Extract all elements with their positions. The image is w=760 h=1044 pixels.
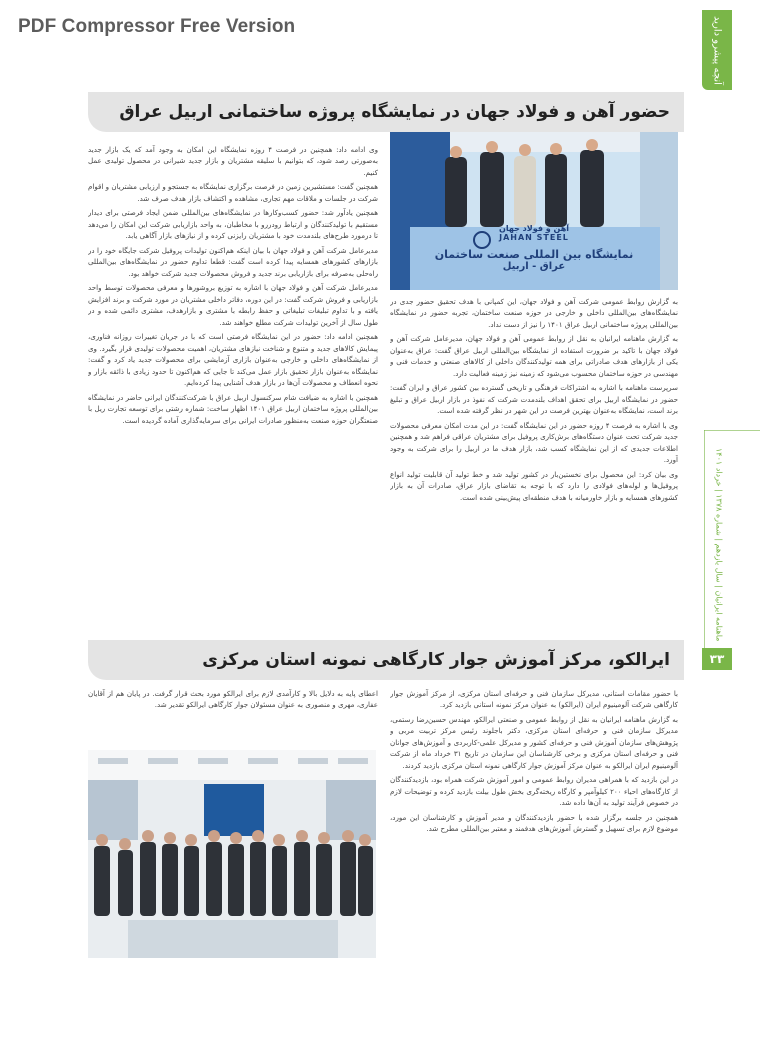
article2-title: ایرالکو، مرکز آموزش جوار کارگاهی نمونه استان مرکزی [202, 650, 670, 670]
article2-left-paragraph: اعطای پایه به دلایل بالا و کارآمدی لازم برای ایرالکو مورد بحث قرار گرفت. در پایان هم از آقایان عفاری، مهری و منصوری به عنوان مسئولان جوار کارگاهی ایرالکو تقدیر شد. [88, 689, 378, 710]
article1-right-paragraph: سرپرست ماهنامه با اشاره به اشتراکات فرهنگی و تاریخی گسترده بین کشور عراق و ایران گفت: حضور در نمایشگاه اربیل برای تحقق اهداف بلندمدت شرکت که نفوذ در بازار اربیل عراق و تبلیغ برند است، نمایشگاه به‌عنوان بهترین فرصت در این شهر در نظر گرفته شده است. [390, 383, 678, 416]
article1-left-paragraph: همچنین یادآور شد: حضور کسب‌وکارها در نمایشگاه‌های بین‌المللی ضمن ایجاد فرصتی برای دیدار مستقیم با تولیدکنندگان و ارتباط رودررو با مخاطبان، به واحد بازاریابی شرکت این امکان را می‌دهد تا درمورد طرح‌های بلندمدت خود با مشتریان رایزنی کرده و از نیازهای بازار آگاهی یابد. [88, 208, 378, 241]
photo-banner-line2: عراق - اربیل [502, 261, 566, 272]
pdf-compressor-watermark: PDF Compressor Free Version [18, 16, 296, 37]
article2-right-paragraph: به گزارش ماهنامه ایرانیان به نقل از روابط عمومی و صنعتی ایرالکو، مهندس حسین‌رضا رستمی، مدیرکل سازمان فنی و حرفه‌ای استان مرکزی، دکتر باجلوند رئیس مرکز تربیت مربی و پژوهش‌های سازمان آموزش فنی و حرفه‌ای کشور و مدیرکل علمی-کاربردی و آموزش‌های جوانان فنی و حرفه‌ای استان مرکزی و برخی کارشناسان این سازمان در تاریخ ۳۱ خرداد ماه از شرکت آلومینیوم ایران ایرالکو به عنوان مرکز آموزش جوار کارگاهی نمونه استان مرکزی بازدید کردند. [390, 714, 678, 770]
article1-column-left [88, 144, 378, 640]
article2-right-paragraph: در این بازدید که با همراهی مدیران روابط عمومی و امور آموزش شرکت همراه بود، بازدیدکنندگان از کارگاه‌های احیاء ۲۰۰ کیلوآمپر و کارگاه ریخته‌گری بخش طول بیلت بازدید کرده و توضیحات لازم در خصوص فرآیند تولید به آن‌ها داده شد. [390, 775, 678, 808]
photo-banner-company: آهن و فولاد جهان [498, 224, 569, 233]
article2-right-paragraph: همچنین در جلسه برگزار شده با حضور بازدیدکنندگان و مدیر آموزش و کارشناسان این مورد، موضوع لازم برای تسهیل و گسترش آموزش‌های هدفمند و معتبر بین‌المللی مطرح شد. [390, 812, 678, 834]
article1-left-paragraph: وی ادامه داد: همچنین در فرصت ۴ روزه نمایشگاه این امکان به وجود آمد که یک بازار جدید به‌صورتی رصد شود، که بتوانیم با سلیقه مشتریان و بازار جدید شیرانی در محصول تولیدی عمل کنیم. [88, 145, 378, 177]
article1-right-paragraph: وی با اشاره به فرصت ۴ روزه حضور در این نمایشگاه گفت: در این مدت امکان معرفی محصولات جدید شرکت تحت عنوان دستگاه‌های برش‌کاری پروفیل برای مشتریان عراقی فراهم شد و همچنین اطلاعات جدیدی که از این نمایشگاه کسب شد، بازار هدف ما در اربیل را برای شرکت به وجود آورد. [390, 420, 678, 465]
section-tab [702, 10, 732, 90]
article1-right-paragraph: وی بیان کرد: این محصول برای نخستین‌بار در کشور تولید شد و خط تولید آن قابلیت تولید انواع پروفیل‌ها و لوله‌های فولادی را دارد که با توجه به تقاضای بازار عراق، صادرات آن به بازار کشورهای همسایه و بازار خاورمیانه با هدف منطقه‌ای پیش‌بینی شده است. [390, 469, 678, 502]
side-rule-vertical [704, 430, 705, 660]
article2-column-left [88, 688, 378, 748]
article1-left-paragraph: همچنین گفت: مستشیرین زمین در فرصت برگزاری نمایشگاه به جستجو و ارزیابی مشتریان و اقوام شرکت در جلسات و ملاقات مهم تجاری، مشاهده و اکتشاف بازار هدف صرف شد. [88, 182, 378, 203]
article2-right-paragraph: با حضور مقامات استانی، مدیرکل سازمان فنی و حرفه‌ای استان مرکزی، از مرکز آموزش جوار کارگاهی شرکت آلومینیوم ایران (ایرالکو) به عنوان مرکز نمونه استانی بازدید کرد. [390, 689, 678, 710]
article1-headline-bar [88, 92, 684, 132]
section-tab-label: آنچه پیشرو دارید [711, 15, 723, 85]
issue-info [710, 430, 728, 660]
article2-headline-bar [88, 640, 684, 680]
page-number: ۳۳ [702, 648, 732, 670]
article1-left-paragraph: همچنین ادامه داد: حضور در این نمایشگاه فرصتی است که با در جریان تغییرات روزانه فناوری، پیمایش کالاهای جدید و متنوع و شناخت نیازهای مشتریان، اهمیت محصولات تولیدی قرار بگیرد. وی از نمایشگاه‌های داخلی و خارجی به‌عنوان بازاری آزمایشی برای محصولات جدید یاد کرد و گفت: نمایشگاه به‌عنوان بازار تحقیق بازار عمل می‌کند تا جایی که هم‌اکنون تا حدود زیادی با ذائقه بازار و نحوه انعطاف و محصولات آن‌ها در بازار هدف آشنایی پیدا کرده‌ایم. [88, 332, 378, 388]
issue-info-label: ماهنامه ایرانیان | سال یازدهم | شماره ۱۳۷۸ | خرداد ۱۴۰۱ [714, 448, 724, 642]
article1-right-paragraph: به گزارش ماهنامه ایرانیان به نقل از روابط عمومی آهن و فولاد جهان، مدیرعامل شرکت آهن و فولاد جهان با تاکید بر ضرورت استفاده از نمایشگاه بین‌المللی اربیل عراق گفت: عراق به‌عنوان یکی از بازارهای هدف صادراتی برای همه تولیدکنندگان داخلی از کالاهای صنعتی و خدمات فنی و مهندسی در حوزه ساختمان محسوب می‌شود که زمینه نیز زمینه فعالیت دارد. [390, 334, 678, 378]
article1-title: حضور آهن و فولاد جهان در نمایشگاه پروژه ساختمانی اربیل عراق [119, 102, 670, 122]
article2-photo [88, 750, 376, 958]
article1-photo [390, 132, 678, 290]
article2-column-right [390, 688, 678, 960]
article1-left-paragraph: مدیرعامل شرکت آهن و فولاد جهان با بیان اینکه هم‌اکنون تولیدات پروفیل شرکت جایگاه خود را در بازارهای کشورهای همسایه پیدا کرده است گفت: قطعا تداوم حضور در نمایشگاه‌های بین‌المللی راه‌حلی به‌صرفه برای بازاریابی برند جدید و فروش محصولات جدید شرکت خواهد بود. [88, 245, 378, 278]
article1-left-paragraph: مدیرعامل شرکت آهن و فولاد جهان با اشاره به توزیع بروشورها و معرفی محصولات توسط واحد بازاریابی و فروش شرکت گفت: در این دوره، دفاتر داخلی مشتریان در مورد شرکت و برند افزایش یافته و با تداوم تبلیغات تبلیغاتی و حفظ رابطه با مشتری و بازارهدف، مشتری دائمی شده و در طول سال از آخرین تولیدات شرکت مطلع خواهند شد. [88, 283, 378, 327]
photo-banner-latin: JAHAN STEEL [499, 233, 569, 242]
article1-right-paragraph: به گزارش روابط عمومی شرکت آهن و فولاد جهان، این کمپانی با هدف تحقیق حضور جدی در نمایشگاه‌های بین‌المللی داخلی و خارجی در حوزه صنعت ساختمان، تجربه حضور در نمایشگاه بین‌المللی پروژه ساختمانی اربیل عراق ۱۴۰۱ را نیز از دست نداد. [390, 297, 678, 329]
article1-column-right [390, 296, 678, 640]
article1-left-paragraph: همچنین با اشاره به ضیافت شام سرکنسول اربیل عراق با شرکت‌کنندگان ایرانی حاضر در نمایشگاه بین‌المللی پروژه ساختمان اربیل عراق ۱۴۰۱ اظهار ساخت: شماره رشتی برای توسعه تجارت ریل با صنعتگران حوزه صنعت به‌منظور صادرات ایرانی برای سرمایه‌گذاری آماده گردیده است. [88, 392, 378, 425]
photo-banner-line1: نمایشگاه بین المللی صنعت ساختمان [434, 248, 634, 261]
